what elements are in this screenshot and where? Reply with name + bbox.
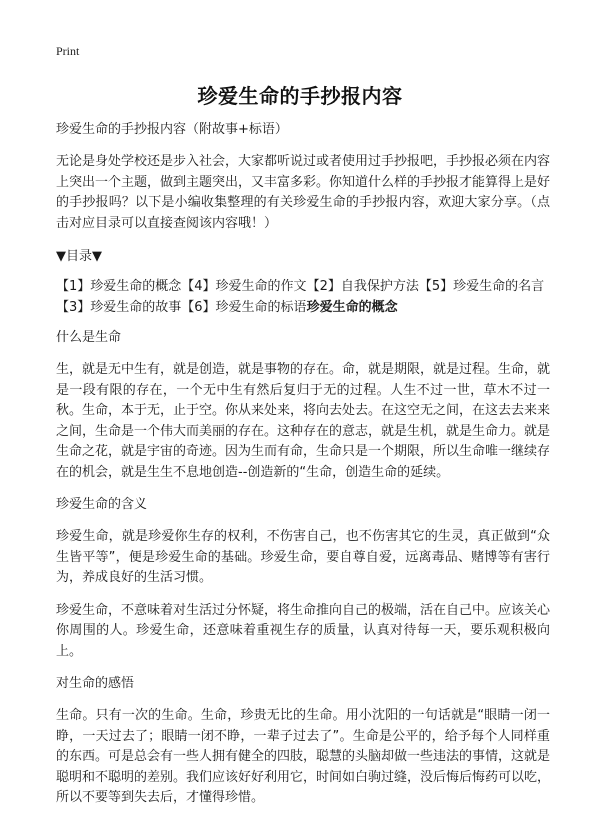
toc-label: ▼目录▼ xyxy=(56,249,102,264)
section-paragraph: 珍爱生命，不意味着对生活过分怀疑，将生命推向自己的极端，活在自己中。应该关心你周围的人。珍爱生命，还意味着重视生存的质量，认真对待每一天，要乐观积极向上。 xyxy=(56,602,551,659)
print-link[interactable]: Print xyxy=(56,44,80,58)
section-paragraph: 生，就是无中生有，就是创造，就是事物的存在。命，就是期限，就是过程。生命，就是一段有限的存在，一个无中生有然后复归于无的过程。人生不过一世，草木不过一秋。生命，本于无，止于空。你从来处来，将向去处去。在这空无之间，在这去去来来之间，生命是一个伟大而美丽的存在。这种存在的意志，就是生机，就是生命力。就是生命之花，就是宇宙的奇迹。因为生而有命，生命只是一个期限，所以生命唯一继续存在的机会，就是生生不息地创造--创造新的“生命，创造生命的延续。 xyxy=(56,362,551,480)
toc-link-concept[interactable]: 【1】珍爱生命的概念 xyxy=(56,279,182,294)
toc-link-slogans[interactable]: 【6】珍爱生命的标语 xyxy=(181,299,307,315)
section-heading-what-is-life: 什么是生命 xyxy=(56,330,122,345)
table-of-contents xyxy=(56,277,550,318)
section-paragraph: 生命。只有一次的生命。生命，珍贵无比的生命。用小沈阳的一句话就是“眼睛一闭一睁，一天过去了；眼睛一闭不睁，一辈子过去了”。生命是公平的，给予每个人同样重的东西。可是总会有一些人拥有健全的四肢，聪慧的头脑却做一些违法的事情，这就是聪明和不聪明的差别。我们应该好好利用它，时间如白驹过缝，没后悔后悔药可以吃，所以不要等到失去后，才懂得珍惜。 xyxy=(56,708,551,805)
article-body xyxy=(56,119,550,821)
section-heading-insights: 对生命的感悟 xyxy=(56,676,135,691)
toc-link-stories[interactable]: 【3】珍爱生命的故事 xyxy=(56,299,182,315)
toc-link-self-protection[interactable]: 【2】自我保护方法 xyxy=(306,279,419,294)
toc-link-essay[interactable]: 【4】珍爱生命的作文 xyxy=(181,279,307,294)
intro-paragraph: 无论是身处学校还是步入社会，大家都听说过或者使用过手抄报吧，手抄报必须在内容上突出一个主题，做到主题突出，又丰富多彩。你知道什么样的手抄报才能算得上是好的手抄报吗？以下是小编收集整理的有关珍爱生命的手抄报内容，欢迎大家分享。（点击对应目录可以直接查阅该内容哦！） xyxy=(56,154,551,231)
section-heading-meaning: 珍爱生命的含义 xyxy=(56,497,148,512)
section-paragraph: 珍爱生命，就是珍爱你生存的权利，不伤害自己，也不伤害其它的生灵，真正做到“众生皆平等”，便是珍爱生命的基础。珍爱生命，要自尊自爱，远离毒品、赌博等有害行为，养成良好的生活习惯。 xyxy=(56,529,550,585)
article-subtitle: 珍爱生命的手抄报内容（附故事+标语） xyxy=(56,122,288,137)
page-title: 珍爱生命的手抄报内容 xyxy=(197,84,403,108)
toc-link-quotes[interactable]: 【5】珍爱生命的名言 xyxy=(418,279,545,294)
toc-current-section: 珍爱生命的概念 xyxy=(306,299,398,315)
